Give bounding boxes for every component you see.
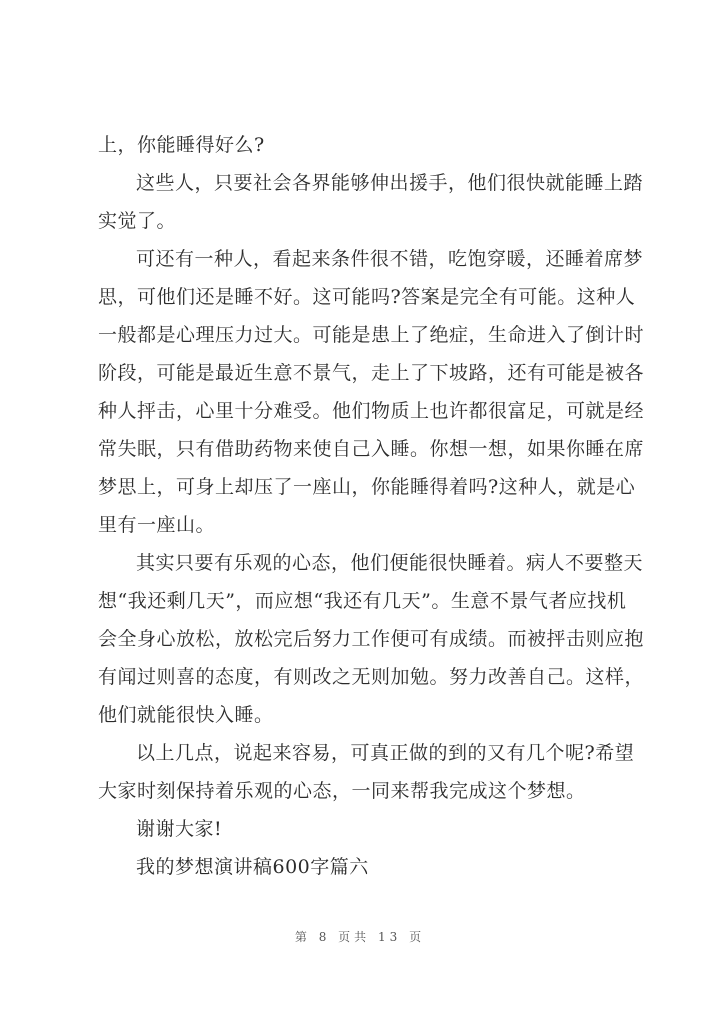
paragraph-line: 其实只要有乐观的心态，他们便能很快睡着。病人不要整天	[136, 552, 644, 574]
paragraph-line: 这些人，只要社会各界能够伸出援手，他们很快就能睡上踏	[136, 172, 644, 194]
text-line: 他们就能很快入睡。	[98, 704, 274, 726]
text-line: 有闻过则喜的态度，有则改之无则加勉。努力改善自己。这样，	[98, 666, 645, 688]
page-number-footer: 第 8 页共 13 页	[294, 930, 426, 944]
text-line: 实觉了。	[98, 210, 177, 232]
text-line: 里有一座山。	[98, 514, 216, 536]
text-line: 思，可他们还是睡不好。这可能吗?答案是完全有可能。这种人	[98, 286, 636, 308]
paragraph-line: 可还有一种人，看起来条件很不错，吃饱穿暖，还睡着席梦	[136, 248, 644, 270]
section-heading: 我的梦想演讲稿600字篇六	[136, 856, 369, 878]
text-line: 梦思上，可身上却压了一座山，你能睡得着吗?这种人，就是心	[98, 476, 636, 498]
text-line: 种人抨击，心里十分难受。他们物质上也许都很富足，可就是经	[98, 400, 645, 422]
text-line: 想“我还剩几天”，而应想“我还有几天”。生意不景气者应找机	[98, 590, 627, 612]
text-line: 一般都是心理压力过大。可能是患上了绝症，生命进入了倒计时	[98, 324, 645, 346]
paragraph-line: 以上几点，说起来容易，可真正做的到的又有几个呢?希望	[136, 742, 635, 764]
text-line: 上，你能睡得好么?	[98, 134, 265, 156]
closing-line: 谢谢大家!	[136, 818, 223, 840]
text-line: 常失眠，只有借助药物来使自己入睡。你想一想，如果你睡在席	[98, 438, 645, 460]
text-line: 阶段，可能是最近生意不景气，走上了下坡路，还有可能是被各	[98, 362, 645, 384]
text-line: 大家时刻保持着乐观的心态，一同来帮我完成这个梦想。	[98, 780, 586, 802]
body-text	[98, 126, 645, 886]
text-line: 会全身心放松，放松完后努力工作便可有成绩。而被抨击则应抱	[98, 628, 645, 650]
